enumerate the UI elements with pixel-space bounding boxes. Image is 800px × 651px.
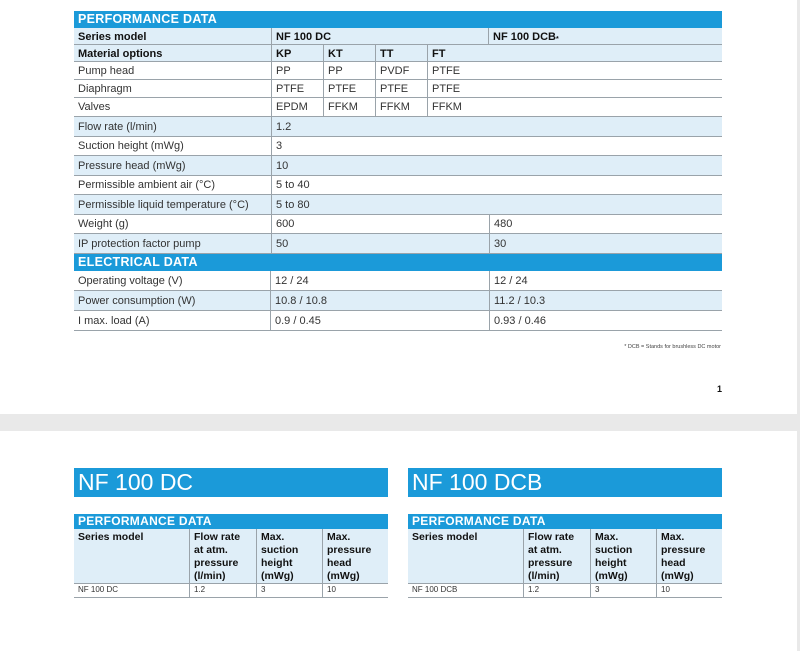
column-header: Max. suction height (mWg): [256, 529, 322, 583]
row-label: Pump head: [78, 64, 135, 77]
column-header: Max. pressure head (mWg): [322, 529, 388, 583]
material-tt: TT: [375, 45, 427, 61]
column-header: Series model: [78, 531, 144, 543]
cell-value: FFKM: [375, 98, 427, 116]
row-label: Valves: [78, 101, 111, 113]
cell-value-dcb: 0.93 / 0.46: [489, 311, 722, 330]
cell-value-dcb: 30: [489, 234, 722, 253]
row-label: Permissible liquid temperature (°C): [78, 198, 249, 211]
cell-value: NF 100 DCB: [412, 585, 458, 594]
table-row: [74, 311, 722, 331]
material-options-row: [74, 45, 722, 62]
row-label: Weight (g): [78, 218, 129, 230]
series-dcb-header: [488, 28, 722, 44]
cell-value: PTFE: [427, 80, 488, 97]
cell-value-dcb: 12 / 24: [489, 271, 722, 290]
table-row: [74, 80, 722, 98]
table-header-dcb: [408, 529, 722, 584]
cell-value: 3: [256, 584, 322, 597]
series-model-row: [74, 28, 722, 45]
material-ft: FT: [427, 45, 488, 61]
product-title-dcb: NF 100 DCB: [408, 468, 722, 497]
performance-data-heading-dcb: PERFORMANCE DATA: [408, 514, 722, 529]
cell-value: 3: [590, 584, 656, 597]
row-label: Flow rate (l/min): [78, 120, 157, 133]
table-header-dc: [74, 529, 388, 584]
cell-value: PTFE: [375, 80, 427, 97]
table-row: [74, 156, 722, 176]
series-dcb-name: NF 100 DCB: [493, 31, 556, 43]
row-label: Permissible ambient air (°C): [78, 179, 216, 191]
cell-value-dc: 600: [271, 215, 489, 233]
table-row: [74, 234, 722, 254]
table-row: [74, 215, 722, 234]
cell-value: FFKM: [427, 98, 488, 116]
cell-value-dcb: 480: [489, 215, 722, 233]
series-dc-header: NF 100 DC: [271, 28, 488, 44]
cell-value: PTFE: [271, 80, 323, 97]
material-kp: KP: [271, 45, 323, 61]
cell-value: PP: [323, 62, 375, 79]
cell-value: 5 to 80: [271, 195, 722, 214]
column-header: Series model: [412, 531, 478, 543]
cell-value: 10: [322, 584, 388, 597]
product-title-dc: NF 100 DC: [74, 468, 388, 497]
table-row: [74, 291, 722, 311]
table-row: [74, 584, 388, 598]
series-model-label: Series model: [78, 31, 147, 43]
table-row: [74, 195, 722, 215]
column-header: Flow rate at atm. pressure (l/min): [523, 529, 590, 583]
cell-value: PTFE: [323, 80, 375, 97]
cell-value: 1.2: [271, 117, 722, 136]
footnote-marker: *: [555, 36, 559, 43]
cell-value-dc: 50: [271, 234, 489, 253]
row-label: Suction height (mWg): [78, 140, 184, 152]
material-options-label: Material options: [78, 48, 163, 60]
column-header: Flow rate at atm. pressure (l/min): [189, 529, 256, 583]
table-row: [74, 176, 722, 195]
cell-value: PP: [271, 62, 323, 79]
performance-data-heading: PERFORMANCE DATA: [74, 11, 722, 28]
cell-value: 3: [271, 137, 722, 155]
cell-value-dc: 0.9 / 0.45: [270, 311, 489, 330]
row-label: I max. load (A): [78, 314, 150, 327]
electrical-data-heading: ELECTRICAL DATA: [74, 254, 722, 271]
row-label: Operating voltage (V): [78, 274, 183, 287]
cell-value-dc: 10.8 / 10.8: [270, 291, 489, 310]
table-row: [74, 271, 722, 291]
table-row: [74, 137, 722, 156]
cell-value: PVDF: [375, 62, 427, 79]
table-row: [408, 584, 722, 598]
cell-value-dc: 12 / 24: [270, 271, 489, 290]
table-row: [74, 98, 722, 117]
performance-data-heading-dc: PERFORMANCE DATA: [74, 514, 388, 529]
cell-value: 10: [656, 584, 722, 597]
footnote: * DCB = Stands for brushless DC motor: [624, 344, 721, 350]
cell-value-dcb: 11.2 / 10.3: [489, 291, 722, 310]
cell-value: 5 to 40: [271, 176, 722, 194]
cell-value: NF 100 DC: [78, 585, 119, 594]
table-row: [74, 117, 722, 137]
material-kt: KT: [323, 45, 375, 61]
row-label: IP protection factor pump: [78, 237, 201, 250]
row-label: Power consumption (W): [78, 294, 196, 307]
cell-value: PTFE: [427, 62, 488, 79]
cell-value: FFKM: [323, 98, 375, 116]
row-label: Pressure head (mWg): [78, 159, 186, 172]
column-header: Max. pressure head (mWg): [656, 529, 722, 583]
cell-value: EPDM: [271, 98, 323, 116]
column-header: Max. suction height (mWg): [590, 529, 656, 583]
cell-value: 10: [271, 156, 722, 175]
cell-value: 1.2: [523, 584, 590, 597]
cell-value: 1.2: [189, 584, 256, 597]
page-number: 1: [717, 384, 723, 394]
row-label: Diaphragm: [78, 82, 132, 95]
table-row: [74, 62, 722, 80]
